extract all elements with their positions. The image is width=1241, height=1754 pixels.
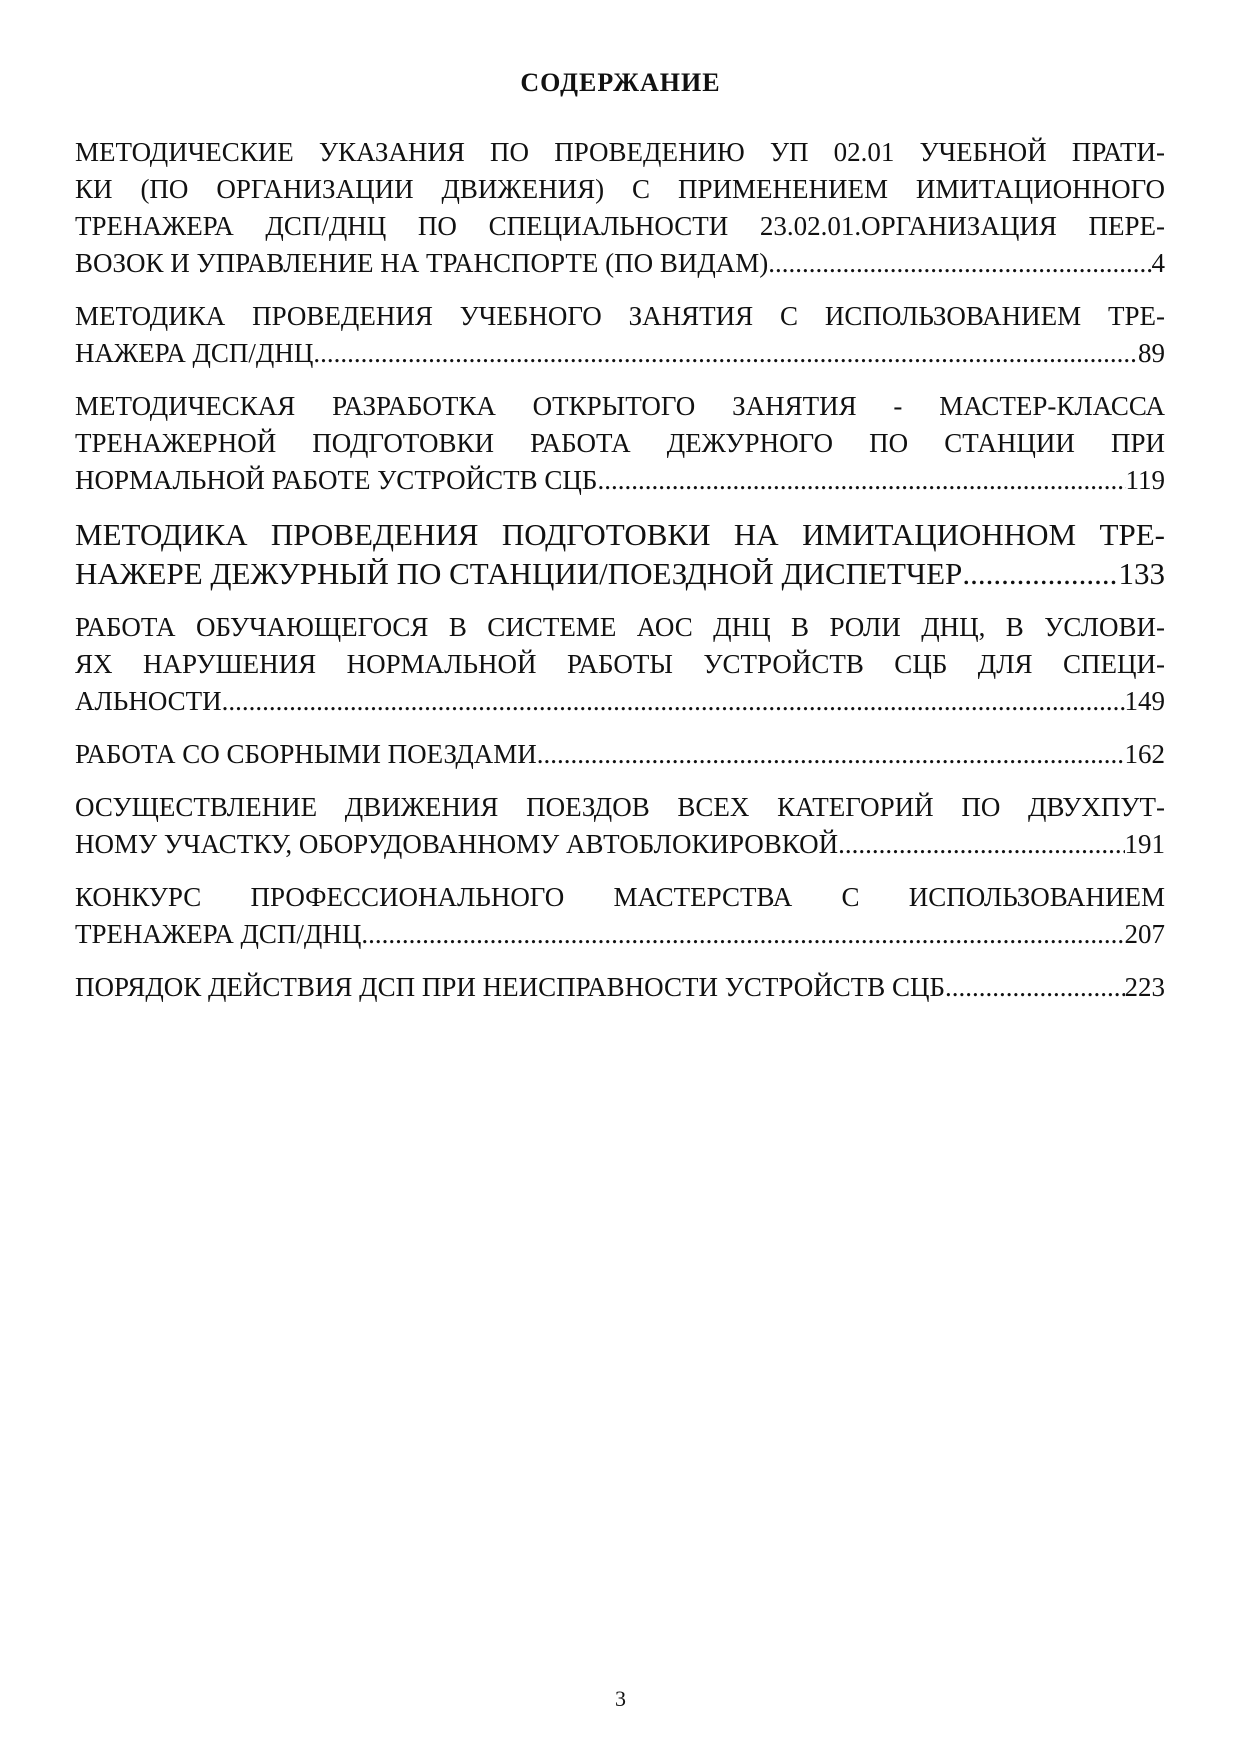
dot-leader: [838, 826, 1124, 863]
toc-entry-title-end: НАЖЕРЕ ДЕЖУРНЫЙ ПО СТАНЦИИ/ПОЕЗДНОЙ ДИСПЕТЧЕР: [75, 556, 963, 591]
toc-entry-line: ЯХ НАРУШЕНИЯ НОРМАЛЬНОЙ РАБОТЫ УСТРОЙСТВ СЦБ ДЛЯ СПЕЦИ-: [75, 649, 1165, 679]
toc-page-number: 162: [1124, 739, 1165, 769]
toc-entry[interactable]: [75, 879, 1165, 953]
toc-entry-title-end: НАЖЕРА ДСП/ДНЦ: [75, 338, 314, 368]
toc-entry-line: ТРЕНАЖЕРА ДСП/ДНЦ ПО СПЕЦИАЛЬНОСТИ 23.02.01.ОРГАНИЗАЦИЯ ПЕРЕ-: [75, 211, 1165, 241]
toc-page-number: 4: [1151, 248, 1165, 278]
toc-page-number: 149: [1124, 686, 1165, 716]
table-of-contents: [75, 134, 1165, 1022]
toc-entry-title-end: НОРМАЛЬНОЙ РАБОТЕ УСТРОЙСТВ СЦБ: [75, 465, 598, 495]
toc-entry-line: КОНКУРС ПРОФЕССИОНАЛЬНОГО МАСТЕРСТВА С ИСПОЛЬЗОВАНИЕМ: [75, 882, 1165, 912]
dot-leader: [361, 916, 1124, 953]
toc-entry-line: МЕТОДИЧЕСКАЯ РАЗРАБОТКА ОТКРЫТОГО ЗАНЯТИЯ - МАСТЕР-КЛАССА: [75, 391, 1165, 421]
toc-entry-line: КИ (ПО ОРГАНИЗАЦИИ ДВИЖЕНИЯ) С ПРИМЕНЕНИЕМ ИМИТАЦИОННОГО: [75, 174, 1165, 204]
toc-entry-line: МЕТОДИЧЕСКИЕ УКАЗАНИЯ ПО ПРОВЕДЕНИЮ УП 02.01 УЧЕБНОЙ ПРАТИ-: [75, 137, 1165, 167]
dot-leader: [537, 736, 1125, 773]
toc-entry-line: РАБОТА ОБУЧАЮЩЕГОСЯ В СИСТЕМЕ АОС ДНЦ В РОЛИ ДНЦ, В УСЛОВИ-: [75, 612, 1165, 642]
page-number: 3: [615, 1686, 626, 1711]
toc-page-number: 89: [1138, 338, 1165, 368]
toc-entry[interactable]: [75, 736, 1165, 773]
dot-leader: [962, 554, 1118, 593]
toc-page-number: 207: [1124, 919, 1165, 949]
toc-entry-title-end: ПОРЯДОК ДЕЙСТВИЯ ДСП ПРИ НЕИСПРАВНОСТИ УСТРОЙСТВ СЦБ: [75, 972, 945, 1002]
dot-leader: [597, 462, 1125, 499]
toc-page-number: 133: [1118, 556, 1165, 591]
dot-leader: [222, 683, 1125, 720]
toc-entry-title-end: ВОЗОК И УПРАВЛЕНИЕ НА ТРАНСПОРТЕ (ПО ВИДАМ): [75, 248, 769, 278]
toc-entry[interactable]: [75, 969, 1165, 1006]
toc-entry-title-end: РАБОТА СО СБОРНЫМИ ПОЕЗДАМИ: [75, 739, 537, 769]
toc-entry[interactable]: [75, 298, 1165, 372]
toc-entry-line: МЕТОДИКА ПРОВЕДЕНИЯ ПОДГОТОВКИ НА ИМИТАЦИОННОМ ТРЕ-: [75, 517, 1165, 552]
toc-entry[interactable]: [75, 609, 1165, 720]
toc-entry-title-end: ТРЕНАЖЕРА ДСП/ДНЦ: [75, 919, 362, 949]
toc-entry-line: МЕТОДИКА ПРОВЕДЕНИЯ УЧЕБНОГО ЗАНЯТИЯ С ИСПОЛЬЗОВАНИЕМ ТРЕ-: [75, 301, 1165, 331]
dot-leader: [768, 245, 1151, 282]
toc-entry-title-end: НОМУ УЧАСТКУ, ОБОРУДОВАННОМУ АВТОБЛОКИРОВКОЙ: [75, 829, 839, 859]
toc-entry[interactable]: [75, 134, 1165, 282]
toc-entry[interactable]: [75, 515, 1165, 593]
toc-entry-line: ОСУЩЕСТВЛЕНИЕ ДВИЖЕНИЯ ПОЕЗДОВ ВСЕХ КАТЕГОРИЙ ПО ДВУХПУТ-: [75, 792, 1165, 822]
toc-entry[interactable]: [75, 388, 1165, 499]
toc-entry-title-end: АЛЬНОСТИ: [75, 686, 222, 716]
dot-leader: [945, 969, 1125, 1006]
toc-entry-line: ТРЕНАЖЕРНОЙ ПОДГОТОВКИ РАБОТА ДЕЖУРНОГО ПО СТАНЦИИ ПРИ: [75, 428, 1165, 458]
toc-page-number: 223: [1124, 972, 1165, 1002]
page-title: СОДЕРЖАНИЕ: [520, 68, 721, 97]
toc-page-number: 119: [1125, 465, 1165, 495]
toc-entry[interactable]: [75, 789, 1165, 863]
dot-leader: [313, 335, 1138, 372]
toc-page-number: 191: [1124, 829, 1165, 859]
